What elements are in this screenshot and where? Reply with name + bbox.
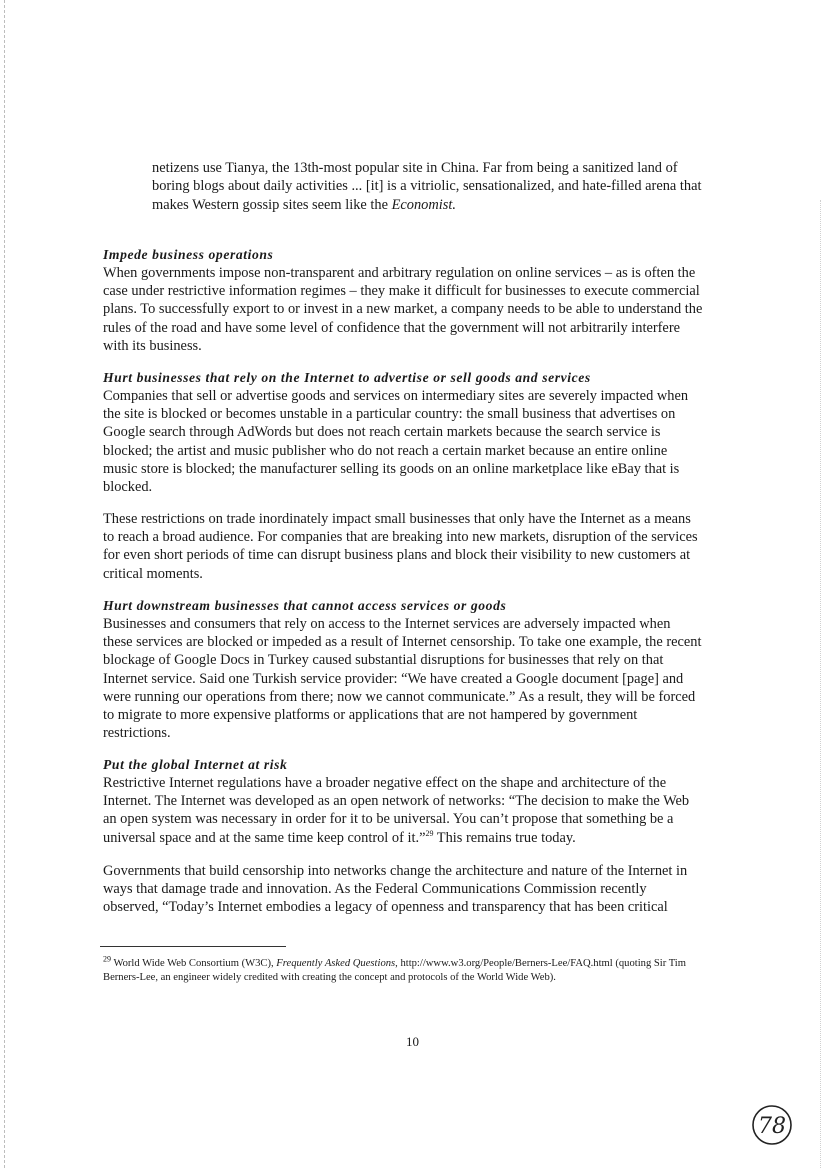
footnote-rule (100, 946, 286, 947)
page-number: 10 (406, 1034, 419, 1049)
footnote-italic-title: Frequently Asked Questions (276, 958, 396, 969)
section-heading-impede: Impede business operations (103, 247, 274, 262)
block-quote (152, 159, 712, 214)
section-heading-hurt-downstream: Hurt downstream businesses that cannot access services or goods (103, 598, 507, 613)
paragraph-global-1-text: Restrictive Internet regulations have a broader negative effect on the shape and architecture of the Internet. The Internet was developed as an open network of networks: “The decision to make the Web an open system was necessary in order for it to be universal. You can’t propose that something be a universal space and at the same time keep control of it.” (103, 775, 690, 846)
stamp-number: 78 (758, 1114, 786, 1139)
quote-text: netizens use Tianya, the 13th-most popular site in China. Far from being a sanitized land of boring blogs about daily activities ... [it] is a vitriolic, sensationalized, and hate-filled arena that makes Western gossip sites seem like the (152, 160, 702, 213)
scan-edge-right (820, 200, 822, 1168)
handwritten-page-stamp (750, 1103, 794, 1147)
footnote-text-tail: , http://www.w3.org/People/Berners-Lee/FAQ.html (quoting Sir Tim Berners-Lee, an engineer widely credited with creating the concept and protocols of the World Wide Web). (103, 958, 686, 984)
quote-italic-title: Economist. (391, 196, 456, 213)
footnote (103, 954, 703, 985)
paragraph-hurt-downstream: Businesses and consumers that rely on access to the Internet services are adversely impacted when these services are blocked or impeded as a result of Internet censorship. To take one example, the recent blockage of Google Docs in Turkey caused substantial disruptions for businesses that rely on that Internet service. Said one Turkish service provider: “We have created a Google document [page] and were running our operations from there; now we cannot communicate.” As a result, they will be forced to migrate to more expensive platforms or applications that are not hampered by government restrictions. (103, 616, 702, 742)
scan-edge-left (4, 0, 6, 1168)
section-heading-global: Put the global Internet at risk (103, 757, 288, 772)
paragraph-impede: When governments impose non-transparent and arbitrary regulation on online services – as is often the case under restrictive information regimes – they make it difficult for businesses to execute commercial plans. To successfully export to or invest in a new market, a company needs to be able to understand the rules of the road and have some level of confidence that the government will not arbitrarily interfere with its business. (103, 265, 703, 354)
footnote-reference: 29 (425, 828, 434, 838)
section-heading-hurt-rely: Hurt businesses that rely on the Internet to advertise or sell goods and services (103, 370, 591, 385)
paragraph-global-2: Governments that build censorship into networks change the architecture and nature of the Internet in ways that damage trade and innovation. As the Federal Communications Commission recently observed, “Today’s Internet embodies a legacy of openness and transparency that has been critical (103, 863, 688, 916)
paragraph-global-1 (103, 774, 703, 847)
footnote-text: World Wide Web Consortium (W3C), (111, 958, 277, 969)
footnote-number: 29 (103, 954, 111, 964)
paragraph-hurt-rely-2: These restrictions on trade inordinately impact small businesses that only have the Internet as a means to reach a broad audience. For companies that are breaking into new markets, disruption of the services for even short periods of time can disrupt business plans and block their visibility to new customers at critical moments. (103, 511, 698, 582)
paragraph-global-1-tail: This remains true today. (433, 829, 576, 846)
paragraph-hurt-rely-1: Companies that sell or advertise goods and services on intermediary sites are severely impacted when the site is blocked or becomes unstable in a particular country: the small business that advertises on Google search through AdWords but does not reach certain markets because the search service is blocked; the artist and music publisher who do not reach a certain market because an entire online music store is blocked; the manufacturer selling its goods on an online marketplace like eBay that is blocked. (103, 388, 689, 496)
